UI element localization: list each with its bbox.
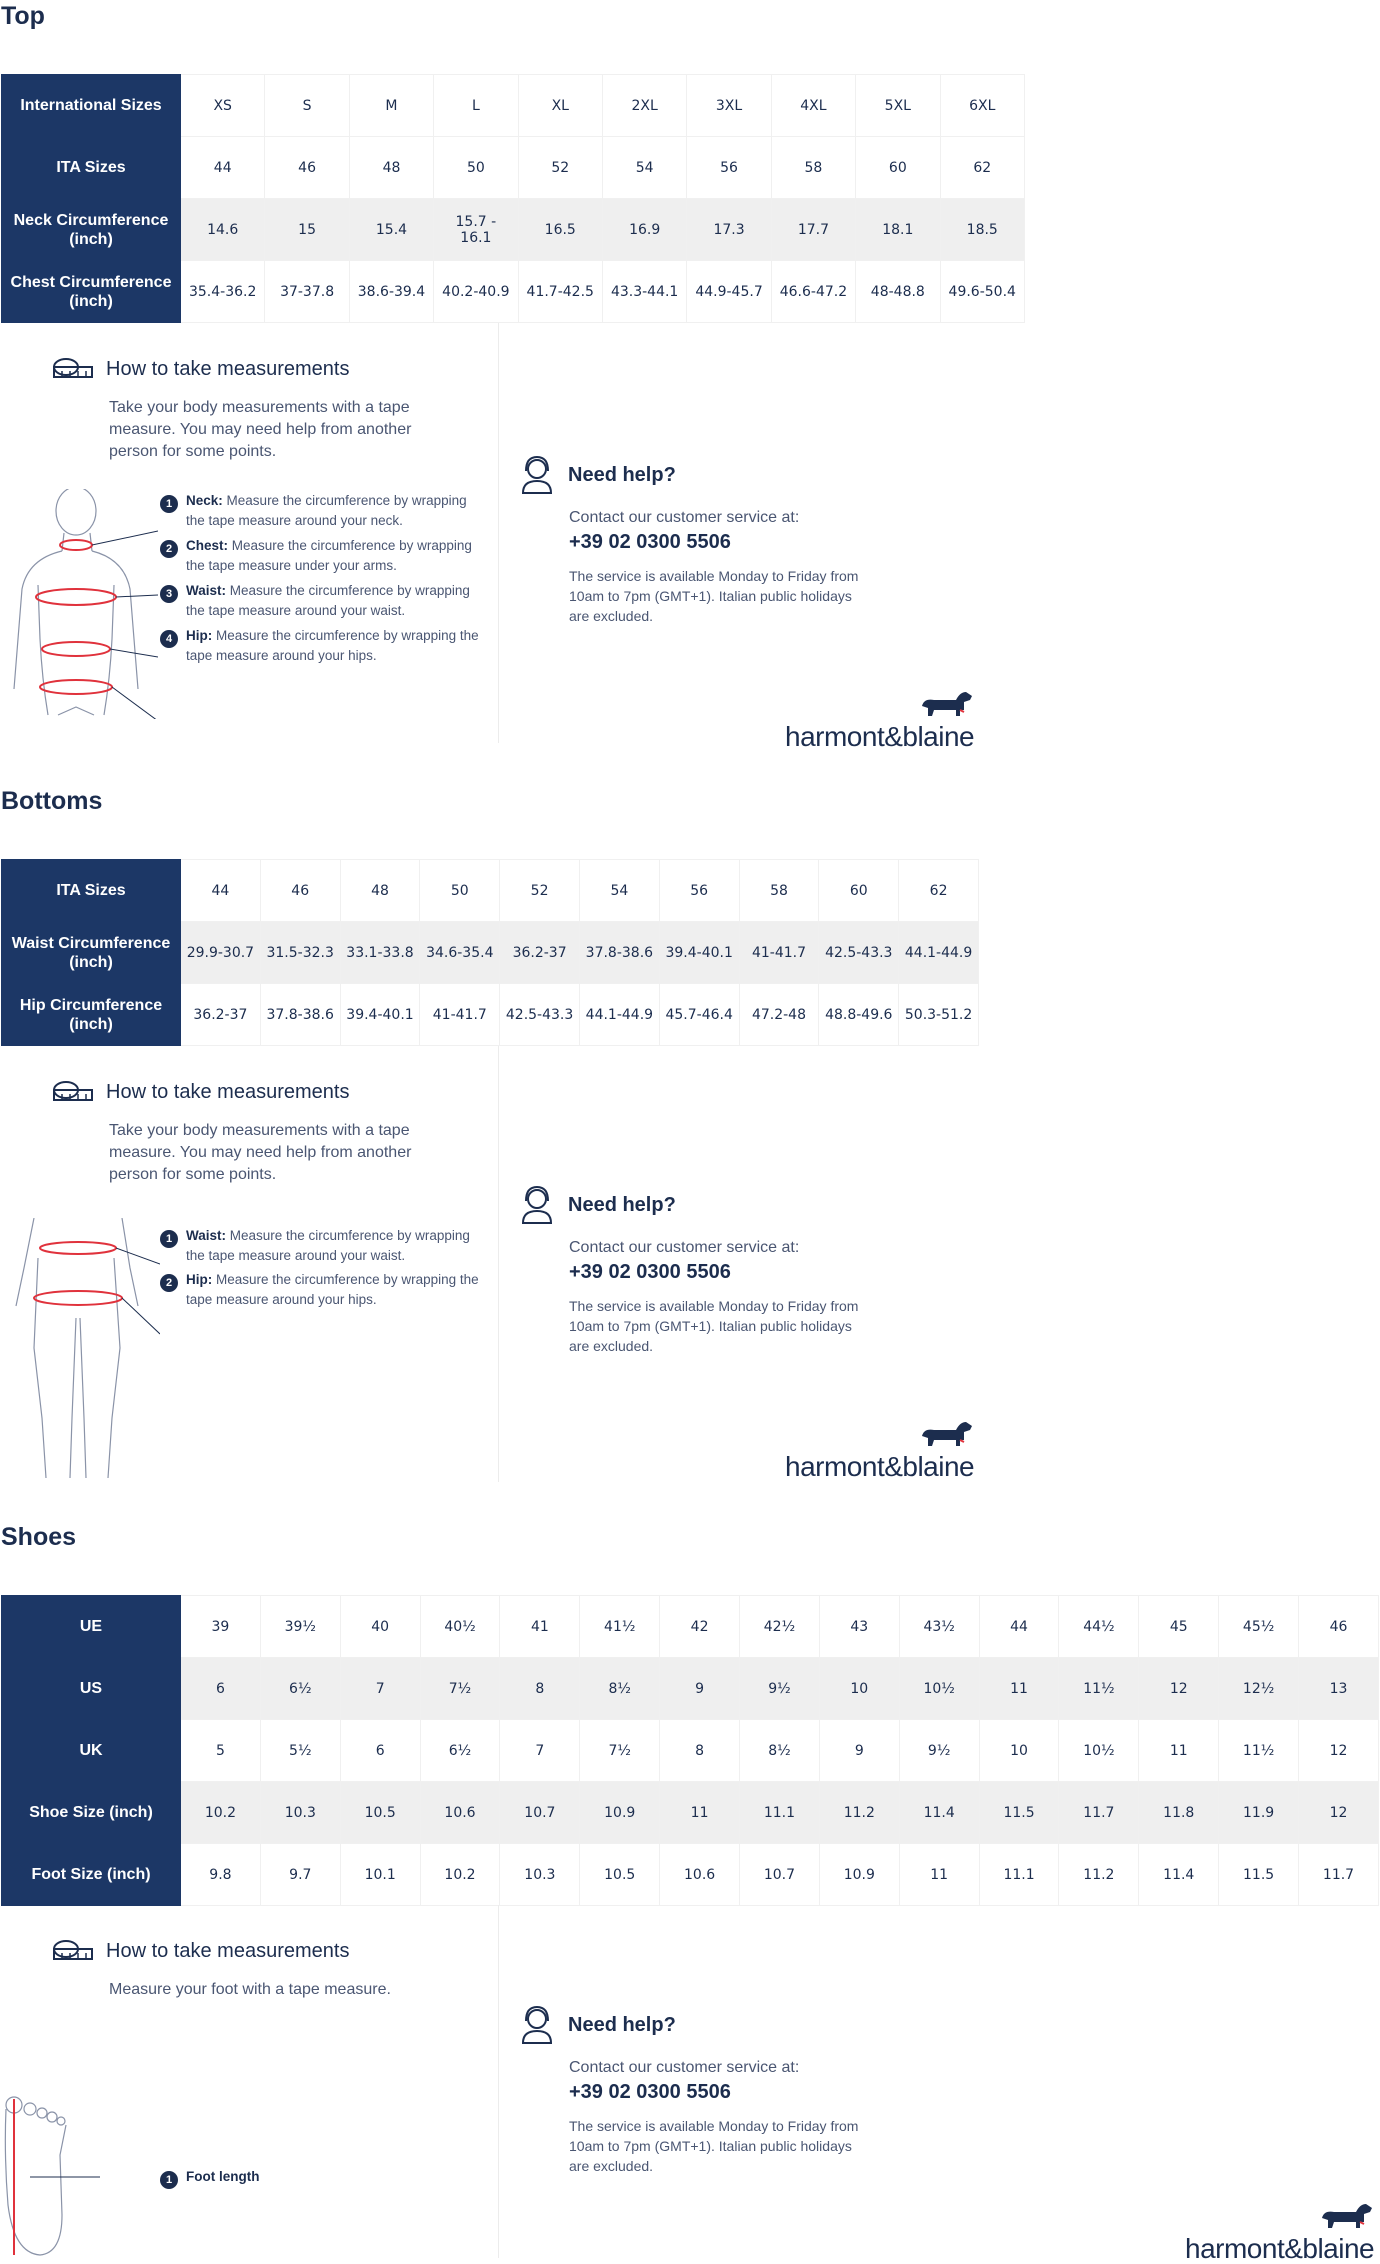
table-cell: 33.1-33.8 — [340, 922, 420, 984]
table-row — [2, 1720, 1379, 1782]
table-cell: 37-37.8 — [265, 261, 349, 323]
table-cell: 45.7-46.4 — [659, 984, 739, 1046]
table-cell: 11.1 — [979, 1844, 1059, 1906]
table-cell: 43 — [819, 1596, 899, 1658]
table-cell: 39½ — [260, 1596, 340, 1658]
table-cell: 44 — [181, 137, 265, 199]
table-cell: 10 — [819, 1658, 899, 1720]
section-title-top: Top — [1, 2, 45, 30]
table-cell: 58 — [739, 860, 819, 922]
step-number-badge: 2 — [160, 1274, 178, 1292]
measure-step — [160, 1270, 480, 1310]
measure-step — [160, 1226, 480, 1266]
table-cell: 43½ — [899, 1596, 979, 1658]
table-cell: 45 — [1139, 1596, 1219, 1658]
help-box-top — [520, 455, 860, 626]
table-cell: 13 — [1299, 1658, 1379, 1720]
table-row — [2, 860, 979, 922]
measure-step — [160, 2167, 480, 2187]
top-size-table — [1, 74, 1025, 323]
brand-name: harmont&blaine — [785, 1451, 975, 1482]
table-cell: 9½ — [740, 1658, 820, 1720]
help-note: The service is available Monday to Friday from 10am to 7pm (GMT+1). Italian public holidays are excluded. — [569, 2118, 859, 2174]
table-cell: 62 — [940, 137, 1024, 199]
table-cell: 11.4 — [899, 1782, 979, 1844]
table-cell: XL — [518, 75, 602, 137]
table-cell: 12 — [1139, 1658, 1219, 1720]
table-cell: 39.4-40.1 — [659, 922, 739, 984]
tape-measure-icon — [52, 355, 94, 383]
table-cell: 11½ — [1219, 1720, 1299, 1782]
table-cell: 40 — [340, 1596, 420, 1658]
table-cell: 54 — [602, 137, 686, 199]
dachshund-logo — [1320, 2200, 1374, 2234]
table-cell: 12 — [1299, 1782, 1379, 1844]
step-text: Measure the circumference by wrapping the tape measure around your neck. — [186, 493, 467, 528]
help-header — [520, 1185, 860, 1225]
table-cell: 39.4-40.1 — [340, 984, 420, 1046]
table-cell: 44.1-44.9 — [899, 922, 979, 984]
row-header: Shoe Size (inch) — [2, 1782, 181, 1844]
help-title: Need help? — [568, 1193, 676, 1216]
support-agent-icon — [520, 2005, 554, 2045]
table-cell: 11.2 — [819, 1782, 899, 1844]
table-cell: 60 — [856, 137, 940, 199]
table-cell: 48 — [349, 137, 433, 199]
table-cell: 10.3 — [260, 1782, 340, 1844]
table-cell: 46 — [1299, 1596, 1379, 1658]
table-cell: 50.3-51.2 — [899, 984, 979, 1046]
row-header: ITA Sizes — [2, 860, 181, 922]
table-cell: 18.1 — [856, 199, 940, 261]
measure-step — [160, 626, 480, 666]
table-cell: 9.7 — [260, 1844, 340, 1906]
table-cell: 15.4 — [349, 199, 433, 261]
brand-name: harmont&blaine — [1185, 2233, 1375, 2264]
table-cell: XS — [181, 75, 265, 137]
guide-title: How to take measurements — [106, 357, 350, 380]
help-box-shoes — [520, 2005, 860, 2176]
table-cell: 41 — [500, 1596, 580, 1658]
guide-header — [52, 1937, 349, 1965]
table-cell: 4XL — [771, 75, 855, 137]
table-cell: 15.7 - 16.1 — [434, 199, 518, 261]
table-cell: 10.2 — [181, 1782, 261, 1844]
table-cell: 62 — [899, 860, 979, 922]
table-cell: 50 — [420, 860, 500, 922]
row-header: Neck Circumference (inch) — [2, 199, 181, 261]
lower-body-figure — [10, 1218, 160, 1480]
step-number-badge: 1 — [160, 1230, 178, 1248]
table-cell: 11.7 — [1059, 1782, 1139, 1844]
table-cell: 47.2-48 — [739, 984, 819, 1046]
table-cell: 36.2-37 — [181, 984, 261, 1046]
table-cell: 44 — [979, 1596, 1059, 1658]
guide-header — [52, 1078, 349, 1106]
bottoms-measure-guide — [0, 1046, 499, 1482]
tape-measure-icon — [52, 1937, 94, 1965]
step-text: Measure the circumference by wrapping the tape measure around your hips. — [186, 628, 479, 663]
row-header: US — [2, 1658, 181, 1720]
guide-intro: Measure your foot with a tape measure. — [109, 1981, 391, 1998]
shoes-steps-list — [160, 2167, 480, 2187]
table-cell: 6 — [181, 1658, 261, 1720]
step-name: Chest: — [186, 538, 229, 553]
table-cell: 15 — [265, 199, 349, 261]
measure-step — [160, 491, 480, 531]
table-cell: 11.5 — [979, 1782, 1059, 1844]
table-cell: 18.5 — [940, 199, 1024, 261]
help-contact-line: Contact our customer service at: — [569, 509, 800, 526]
table-cell: 10.7 — [740, 1844, 820, 1906]
table-row — [2, 137, 1025, 199]
shoes-size-table — [1, 1595, 1379, 1906]
table-cell: 38.6-39.4 — [349, 261, 433, 323]
table-cell: 11 — [660, 1782, 740, 1844]
table-row — [2, 1782, 1379, 1844]
table-cell: 10.5 — [580, 1844, 660, 1906]
help-phone[interactable]: +39 02 0300 5506 — [569, 1261, 731, 1283]
help-contact-line: Contact our customer service at: — [569, 1239, 800, 1256]
table-cell: 52 — [500, 860, 580, 922]
help-note: The service is available Monday to Friday from 10am to 7pm (GMT+1). Italian public holidays are excluded. — [569, 568, 859, 624]
step-number-badge: 4 — [160, 630, 178, 648]
table-cell: 14.6 — [181, 199, 265, 261]
table-cell: 12½ — [1219, 1658, 1299, 1720]
table-cell: 37.8-38.6 — [260, 984, 340, 1046]
step-name: Waist: — [186, 583, 226, 598]
table-cell: 17.7 — [771, 199, 855, 261]
table-cell: 10½ — [899, 1658, 979, 1720]
table-cell: 39 — [181, 1596, 261, 1658]
table-cell: 10.6 — [660, 1844, 740, 1906]
table-cell: 11½ — [1059, 1658, 1139, 1720]
table-cell: 37.8-38.6 — [579, 922, 659, 984]
table-cell: 16.9 — [602, 199, 686, 261]
table-cell: 8½ — [580, 1658, 660, 1720]
help-title: Need help? — [568, 2013, 676, 2036]
support-agent-icon — [520, 455, 554, 495]
step-name: Waist: — [186, 1228, 226, 1243]
table-cell: 10.1 — [340, 1844, 420, 1906]
top-measure-guide — [0, 323, 499, 743]
table-cell: 9½ — [899, 1720, 979, 1782]
row-header: Chest Circumference (inch) — [2, 261, 181, 323]
tape-measure-icon — [52, 1078, 94, 1106]
table-cell: 35.4-36.2 — [181, 261, 265, 323]
dachshund-logo — [920, 688, 974, 722]
table-cell: 10.3 — [500, 1844, 580, 1906]
table-cell: 5 — [181, 1720, 261, 1782]
table-cell: 11.8 — [1139, 1782, 1219, 1844]
guide-title: How to take measurements — [106, 1080, 350, 1103]
table-cell: 7½ — [420, 1658, 500, 1720]
brand-logo-shoes — [1185, 2200, 1374, 2264]
dachshund-logo — [920, 1418, 974, 1452]
table-cell: 11.9 — [1219, 1782, 1299, 1844]
help-phone[interactable]: +39 02 0300 5506 — [569, 2081, 731, 2103]
table-cell: 42 — [660, 1596, 740, 1658]
row-header: International Sizes — [2, 75, 181, 137]
foot-figure — [0, 2095, 110, 2257]
table-cell: 56 — [659, 860, 739, 922]
table-cell: 36.2-37 — [500, 922, 580, 984]
brand-logo-bottoms — [785, 1418, 974, 1482]
table-cell: 44.1-44.9 — [579, 984, 659, 1046]
table-cell: 54 — [579, 860, 659, 922]
upper-body-figure — [8, 489, 158, 719]
table-cell: 52 — [518, 137, 602, 199]
table-cell: 11.1 — [740, 1782, 820, 1844]
table-cell: 44½ — [1059, 1596, 1139, 1658]
table-cell: 9.8 — [181, 1844, 261, 1906]
table-cell: 6XL — [940, 75, 1024, 137]
table-row — [2, 261, 1025, 323]
step-text: Measure the circumference by wrapping the tape measure around your hips. — [186, 1272, 479, 1307]
step-text: Measure the circumference by wrapping the tape measure under your arms. — [186, 538, 472, 573]
step-name: Foot length — [186, 2169, 260, 2184]
bottoms-steps-list — [160, 1226, 480, 1314]
table-cell: 42½ — [740, 1596, 820, 1658]
table-cell: 8½ — [740, 1720, 820, 1782]
help-header — [520, 2005, 860, 2045]
table-cell: 42.5-43.3 — [819, 922, 899, 984]
table-cell: 45½ — [1219, 1596, 1299, 1658]
step-number-badge: 1 — [160, 2171, 178, 2189]
support-agent-icon — [520, 1185, 554, 1225]
guide-intro: Take your body measurements with a tape measure. You may need help from another person for some points. — [109, 399, 412, 460]
table-cell: 10 — [979, 1720, 1059, 1782]
table-cell: 11.4 — [1139, 1844, 1219, 1906]
table-cell: S — [265, 75, 349, 137]
table-cell: 10.6 — [420, 1782, 500, 1844]
table-cell: 7½ — [580, 1720, 660, 1782]
table-cell: 9 — [660, 1658, 740, 1720]
table-cell: 41-41.7 — [420, 984, 500, 1046]
table-cell: 43.3-44.1 — [602, 261, 686, 323]
row-header: UE — [2, 1596, 181, 1658]
table-row — [2, 75, 1025, 137]
row-header: ITA Sizes — [2, 137, 181, 199]
table-row — [2, 1658, 1379, 1720]
help-title: Need help? — [568, 463, 676, 486]
table-cell: 10.2 — [420, 1844, 500, 1906]
help-contact-line: Contact our customer service at: — [569, 2059, 800, 2076]
help-phone[interactable]: +39 02 0300 5506 — [569, 531, 731, 553]
top-steps-list — [160, 491, 480, 671]
step-text: Measure the circumference by wrapping the tape measure around your waist. — [186, 1228, 470, 1263]
table-cell: 5XL — [856, 75, 940, 137]
table-cell: 10.9 — [819, 1844, 899, 1906]
table-cell: 10.7 — [500, 1782, 580, 1844]
step-name: Neck: — [186, 493, 223, 508]
row-header: Waist Circumference (inch) — [2, 922, 181, 984]
table-cell: 46 — [260, 860, 340, 922]
row-header: UK — [2, 1720, 181, 1782]
section-title-shoes: Shoes — [1, 1523, 77, 1551]
table-cell: 11 — [1139, 1720, 1219, 1782]
table-cell: 11.2 — [1059, 1844, 1139, 1906]
table-cell: 10.5 — [340, 1782, 420, 1844]
table-cell: 48-48.8 — [856, 261, 940, 323]
table-cell: 41.7-42.5 — [518, 261, 602, 323]
measure-step — [160, 536, 480, 576]
row-header: Foot Size (inch) — [2, 1844, 181, 1906]
table-cell: 10½ — [1059, 1720, 1139, 1782]
table-cell: 6 — [340, 1720, 420, 1782]
table-cell: 40.2-40.9 — [434, 261, 518, 323]
table-cell: 6½ — [420, 1720, 500, 1782]
table-cell: 48.8-49.6 — [819, 984, 899, 1046]
table-cell: L — [434, 75, 518, 137]
bottoms-size-table — [1, 859, 979, 1046]
table-cell: 50 — [434, 137, 518, 199]
section-title-bottoms: Bottoms — [1, 787, 103, 815]
table-cell: 40½ — [420, 1596, 500, 1658]
table-cell: 29.9-30.7 — [181, 922, 261, 984]
guide-intro: Take your body measurements with a tape measure. You may need help from another person for some points. — [109, 1122, 412, 1183]
table-cell: 60 — [819, 860, 899, 922]
step-text: Measure the circumference by wrapping the tape measure around your waist. — [186, 583, 470, 618]
step-number-badge: 1 — [160, 495, 178, 513]
help-note: The service is available Monday to Friday from 10am to 7pm (GMT+1). Italian public holidays are excluded. — [569, 1298, 859, 1354]
guide-title: How to take measurements — [106, 1939, 350, 1962]
table-cell: 11.5 — [1219, 1844, 1299, 1906]
table-cell: 7 — [500, 1720, 580, 1782]
table-cell: 11.7 — [1299, 1844, 1379, 1906]
table-row — [2, 1596, 1379, 1658]
guide-header — [52, 355, 349, 383]
table-cell: 46 — [265, 137, 349, 199]
table-cell: M — [349, 75, 433, 137]
table-cell: 46.6-47.2 — [771, 261, 855, 323]
table-cell: 44 — [181, 860, 261, 922]
step-name: Hip: — [186, 628, 213, 643]
table-cell: 44.9-45.7 — [687, 261, 771, 323]
table-row — [2, 1844, 1379, 1906]
table-cell: 3XL — [687, 75, 771, 137]
table-cell: 10.9 — [580, 1782, 660, 1844]
table-row — [2, 984, 979, 1046]
table-cell: 48 — [340, 860, 420, 922]
table-row — [2, 199, 1025, 261]
table-cell: 8 — [660, 1720, 740, 1782]
table-cell: 8 — [500, 1658, 580, 1720]
table-cell: 34.6-35.4 — [420, 922, 500, 984]
table-cell: 31.5-32.3 — [260, 922, 340, 984]
table-cell: 41½ — [580, 1596, 660, 1658]
table-cell: 7 — [340, 1658, 420, 1720]
table-cell: 49.6-50.4 — [940, 261, 1024, 323]
brand-name: harmont&blaine — [785, 721, 975, 752]
table-cell: 9 — [819, 1720, 899, 1782]
table-row — [2, 922, 979, 984]
step-number-badge: 2 — [160, 540, 178, 558]
measure-step — [160, 581, 480, 621]
table-cell: 2XL — [602, 75, 686, 137]
step-name: Hip: — [186, 1272, 213, 1287]
table-cell: 41-41.7 — [739, 922, 819, 984]
shoes-measure-guide — [0, 1905, 499, 2258]
table-cell: 16.5 — [518, 199, 602, 261]
table-cell: 58 — [771, 137, 855, 199]
table-cell: 17.3 — [687, 199, 771, 261]
help-header — [520, 455, 860, 495]
table-cell: 42.5-43.3 — [500, 984, 580, 1046]
table-cell: 6½ — [260, 1658, 340, 1720]
table-cell: 5½ — [260, 1720, 340, 1782]
step-number-badge: 3 — [160, 585, 178, 603]
table-cell: 11 — [899, 1844, 979, 1906]
row-header: Hip Circumference (inch) — [2, 984, 181, 1046]
help-box-bottoms — [520, 1185, 860, 1356]
table-cell: 11 — [979, 1658, 1059, 1720]
table-cell: 12 — [1299, 1720, 1379, 1782]
table-cell: 56 — [687, 137, 771, 199]
brand-logo-top — [785, 688, 974, 752]
